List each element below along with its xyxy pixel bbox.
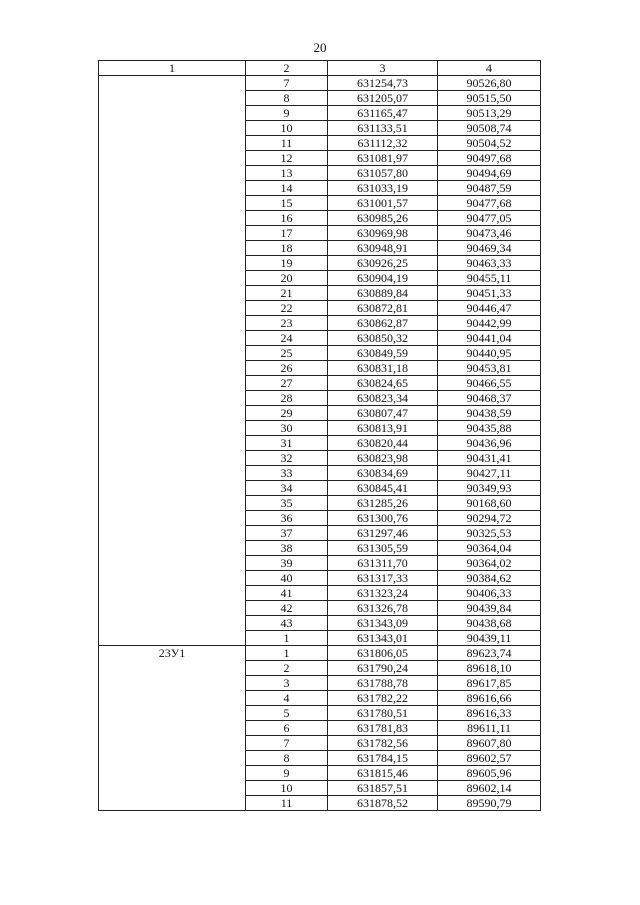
- x-coordinate-cell: 631057,80: [328, 166, 438, 181]
- x-coordinate-cell: 631033,19: [328, 181, 438, 196]
- x-coordinate-cell: 631300,76: [328, 511, 438, 526]
- point-number-cell: 11: [246, 796, 328, 811]
- point-number-cell: 43: [246, 616, 328, 631]
- header-cell-col1: 1: [99, 61, 246, 76]
- x-coordinate-cell: 631165,47: [328, 106, 438, 121]
- table-row: [99, 76, 541, 91]
- x-coordinate-cell: 630845,41: [328, 481, 438, 496]
- y-coordinate-cell: 90442,99: [438, 316, 541, 331]
- y-coordinate-cell: 89623,74: [438, 646, 541, 661]
- point-number-cell: 29: [246, 406, 328, 421]
- y-coordinate-cell: 89607,80: [438, 736, 541, 751]
- y-coordinate-cell: 90463,33: [438, 256, 541, 271]
- y-coordinate-cell: 89616,33: [438, 706, 541, 721]
- y-coordinate-cell: 90469,34: [438, 241, 541, 256]
- x-coordinate-cell: 630823,98: [328, 451, 438, 466]
- point-number-cell: 12: [246, 151, 328, 166]
- y-coordinate-cell: 90438,59: [438, 406, 541, 421]
- x-coordinate-cell: 630889,84: [328, 286, 438, 301]
- y-coordinate-cell: 89617,85: [438, 676, 541, 691]
- y-coordinate-cell: 89618,10: [438, 661, 541, 676]
- y-coordinate-cell: 89602,57: [438, 751, 541, 766]
- y-coordinate-cell: 90446,47: [438, 301, 541, 316]
- x-coordinate-cell: 630824,65: [328, 376, 438, 391]
- x-coordinate-cell: 630862,87: [328, 316, 438, 331]
- x-coordinate-cell: 630872,81: [328, 301, 438, 316]
- point-number-cell: 30: [246, 421, 328, 436]
- y-coordinate-cell: 89590,79: [438, 796, 541, 811]
- point-number-cell: 25: [246, 346, 328, 361]
- x-coordinate-cell: 631878,52: [328, 796, 438, 811]
- x-coordinate-cell: 630948,91: [328, 241, 438, 256]
- y-coordinate-cell: 89611,11: [438, 721, 541, 736]
- point-number-cell: 39: [246, 556, 328, 571]
- x-coordinate-cell: 631343,09: [328, 616, 438, 631]
- point-number-cell: 24: [246, 331, 328, 346]
- y-coordinate-cell: 90504,52: [438, 136, 541, 151]
- section-label-cell: [99, 76, 246, 646]
- y-coordinate-cell: 90438,68: [438, 616, 541, 631]
- point-number-cell: 32: [246, 451, 328, 466]
- y-coordinate-cell: 90494,69: [438, 166, 541, 181]
- y-coordinate-cell: 90427,11: [438, 466, 541, 481]
- point-number-cell: 6: [246, 721, 328, 736]
- x-coordinate-cell: 631133,51: [328, 121, 438, 136]
- point-number-cell: 10: [246, 121, 328, 136]
- point-number-cell: 9: [246, 106, 328, 121]
- y-coordinate-cell: 90455,11: [438, 271, 541, 286]
- coordinates-table: [98, 60, 541, 811]
- x-coordinate-cell: 631323,24: [328, 586, 438, 601]
- point-number-cell: 19: [246, 256, 328, 271]
- header-cell-col2: 2: [246, 61, 328, 76]
- point-number-cell: 38: [246, 541, 328, 556]
- x-coordinate-cell: 631317,33: [328, 571, 438, 586]
- point-number-cell: 2: [246, 661, 328, 676]
- x-coordinate-cell: 630904,19: [328, 271, 438, 286]
- point-number-cell: 23: [246, 316, 328, 331]
- y-coordinate-cell: 90436,96: [438, 436, 541, 451]
- x-coordinate-cell: 630820,44: [328, 436, 438, 451]
- y-coordinate-cell: 90487,59: [438, 181, 541, 196]
- point-number-cell: 17: [246, 226, 328, 241]
- y-coordinate-cell: 90364,02: [438, 556, 541, 571]
- point-number-cell: 36: [246, 511, 328, 526]
- x-coordinate-cell: 631343,01: [328, 631, 438, 646]
- point-number-cell: 21: [246, 286, 328, 301]
- y-coordinate-cell: 89616,66: [438, 691, 541, 706]
- x-coordinate-cell: 631781,83: [328, 721, 438, 736]
- y-coordinate-cell: 90294,72: [438, 511, 541, 526]
- x-coordinate-cell: 630985,26: [328, 211, 438, 226]
- header-cell-col4: 4: [438, 61, 541, 76]
- y-coordinate-cell: 90453,81: [438, 361, 541, 376]
- x-coordinate-cell: 631081,97: [328, 151, 438, 166]
- x-coordinate-cell: 631790,24: [328, 661, 438, 676]
- x-coordinate-cell: 631784,15: [328, 751, 438, 766]
- point-number-cell: 1: [246, 631, 328, 646]
- point-number-cell: 3: [246, 676, 328, 691]
- point-number-cell: 10: [246, 781, 328, 796]
- point-number-cell: 8: [246, 751, 328, 766]
- x-coordinate-cell: 631285,26: [328, 496, 438, 511]
- y-coordinate-cell: 89605,96: [438, 766, 541, 781]
- x-coordinate-cell: 630831,18: [328, 361, 438, 376]
- y-coordinate-cell: 90384,62: [438, 571, 541, 586]
- point-number-cell: 20: [246, 271, 328, 286]
- x-coordinate-cell: 631788,78: [328, 676, 438, 691]
- point-number-cell: 31: [246, 436, 328, 451]
- y-coordinate-cell: 90439,84: [438, 601, 541, 616]
- x-coordinate-cell: 631806,05: [328, 646, 438, 661]
- point-number-cell: 34: [246, 481, 328, 496]
- x-coordinate-cell: 630813,91: [328, 421, 438, 436]
- y-coordinate-cell: 89602,14: [438, 781, 541, 796]
- point-number-cell: 26: [246, 361, 328, 376]
- y-coordinate-cell: 90451,33: [438, 286, 541, 301]
- point-number-cell: 27: [246, 376, 328, 391]
- x-coordinate-cell: 631205,07: [328, 91, 438, 106]
- x-coordinate-cell: 630850,32: [328, 331, 438, 346]
- point-number-cell: 13: [246, 166, 328, 181]
- point-number-cell: 5: [246, 706, 328, 721]
- point-number-cell: 22: [246, 301, 328, 316]
- y-coordinate-cell: 90466,55: [438, 376, 541, 391]
- x-coordinate-cell: 631815,46: [328, 766, 438, 781]
- point-number-cell: 41: [246, 586, 328, 601]
- x-coordinate-cell: 630834,69: [328, 466, 438, 481]
- header-row: [99, 61, 541, 76]
- y-coordinate-cell: 90508,74: [438, 121, 541, 136]
- y-coordinate-cell: 90477,68: [438, 196, 541, 211]
- x-coordinate-cell: 631780,51: [328, 706, 438, 721]
- y-coordinate-cell: 90497,68: [438, 151, 541, 166]
- y-coordinate-cell: 90435,88: [438, 421, 541, 436]
- y-coordinate-cell: 90473,46: [438, 226, 541, 241]
- y-coordinate-cell: 90349,93: [438, 481, 541, 496]
- x-coordinate-cell: 631326,78: [328, 601, 438, 616]
- y-coordinate-cell: 90406,33: [438, 586, 541, 601]
- x-coordinate-cell: 631001,57: [328, 196, 438, 211]
- y-coordinate-cell: 90431,41: [438, 451, 541, 466]
- table-header: [99, 61, 541, 76]
- x-coordinate-cell: 631311,70: [328, 556, 438, 571]
- point-number-cell: 14: [246, 181, 328, 196]
- point-number-cell: 11: [246, 136, 328, 151]
- point-number-cell: 33: [246, 466, 328, 481]
- y-coordinate-cell: 90168,60: [438, 496, 541, 511]
- y-coordinate-cell: 90468,37: [438, 391, 541, 406]
- y-coordinate-cell: 90441,04: [438, 331, 541, 346]
- point-number-cell: 35: [246, 496, 328, 511]
- x-coordinate-cell: 630926,25: [328, 256, 438, 271]
- y-coordinate-cell: 90325,53: [438, 526, 541, 541]
- x-coordinate-cell: 631782,22: [328, 691, 438, 706]
- table-row: [99, 646, 541, 661]
- y-coordinate-cell: 90364,04: [438, 541, 541, 556]
- point-number-cell: 40: [246, 571, 328, 586]
- y-coordinate-cell: 90526,80: [438, 76, 541, 91]
- y-coordinate-cell: 90477,05: [438, 211, 541, 226]
- header-cell-col3: 3: [328, 61, 438, 76]
- point-number-cell: 8: [246, 91, 328, 106]
- point-number-cell: 28: [246, 391, 328, 406]
- point-number-cell: 4: [246, 691, 328, 706]
- x-coordinate-cell: 630969,98: [328, 226, 438, 241]
- page-number: 20: [313, 40, 327, 55]
- x-coordinate-cell: 630807,47: [328, 406, 438, 421]
- x-coordinate-cell: 631254,73: [328, 76, 438, 91]
- x-coordinate-cell: 630823,34: [328, 391, 438, 406]
- x-coordinate-cell: 631857,51: [328, 781, 438, 796]
- point-number-cell: 16: [246, 211, 328, 226]
- point-number-cell: 9: [246, 766, 328, 781]
- point-number-cell: 7: [246, 76, 328, 91]
- section-label-cell: 23У1: [99, 646, 246, 811]
- x-coordinate-cell: 630849,59: [328, 346, 438, 361]
- y-coordinate-cell: 90440,95: [438, 346, 541, 361]
- point-number-cell: 18: [246, 241, 328, 256]
- x-coordinate-cell: 631305,59: [328, 541, 438, 556]
- point-number-cell: 42: [246, 601, 328, 616]
- y-coordinate-cell: 90515,50: [438, 91, 541, 106]
- x-coordinate-cell: 631112,32: [328, 136, 438, 151]
- point-number-cell: 7: [246, 736, 328, 751]
- x-coordinate-cell: 631297,46: [328, 526, 438, 541]
- y-coordinate-cell: 90513,29: [438, 106, 541, 121]
- y-coordinate-cell: 90439,11: [438, 631, 541, 646]
- point-number-cell: 1: [246, 646, 328, 661]
- table-body: [99, 76, 541, 811]
- point-number-cell: 37: [246, 526, 328, 541]
- point-number-cell: 15: [246, 196, 328, 211]
- x-coordinate-cell: 631782,56: [328, 736, 438, 751]
